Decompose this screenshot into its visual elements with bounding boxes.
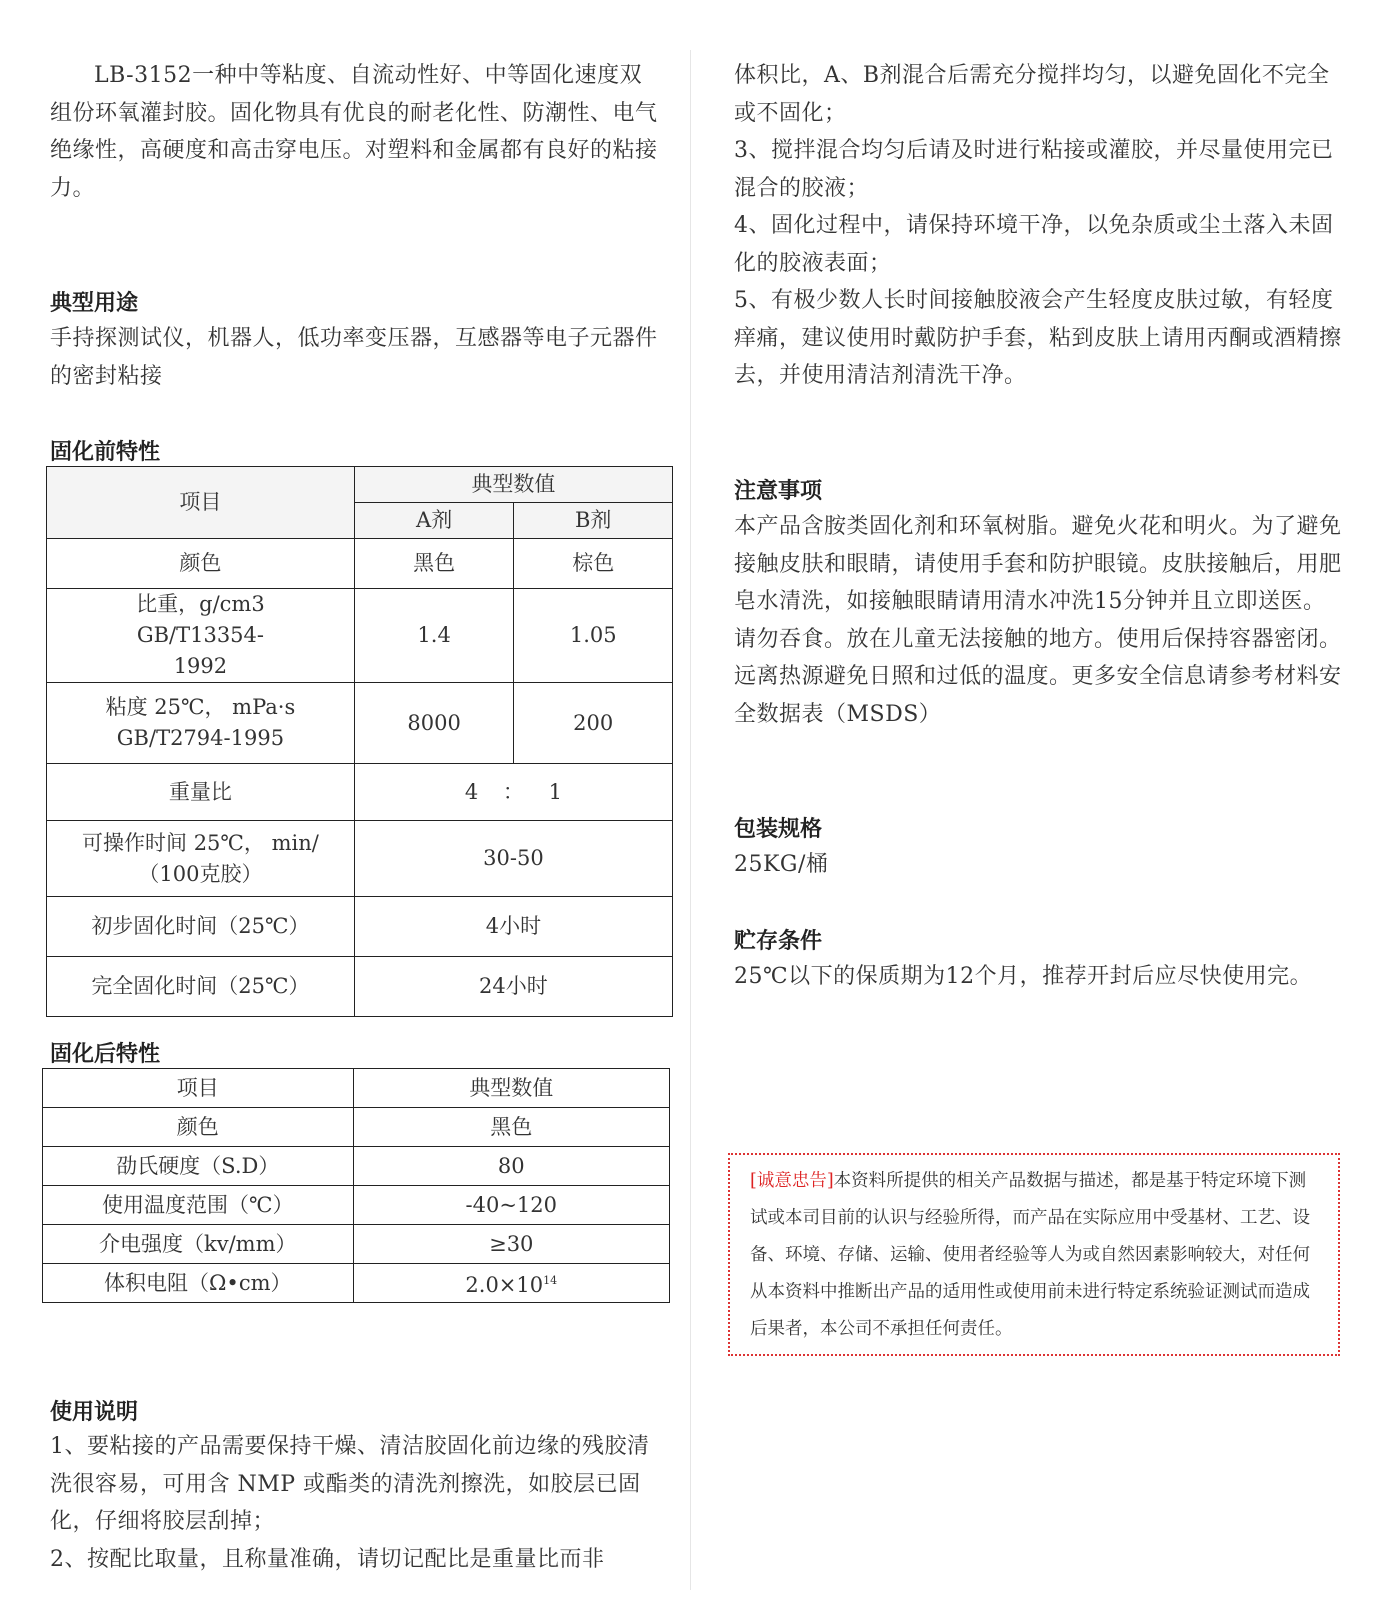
table-row <box>43 1264 670 1303</box>
post-cure-table <box>42 1068 670 1303</box>
cell-item: 颜色 <box>47 539 355 589</box>
cell-value: ≥30 <box>353 1225 669 1264</box>
pre-cure-head-a: A剂 <box>354 503 514 539</box>
post-cure-head-value: 典型数值 <box>353 1069 669 1108</box>
resistance-value: 2.0×10 <box>465 1273 544 1297</box>
cell-value: -40~120 <box>353 1186 669 1225</box>
column-divider <box>690 50 691 1590</box>
pre-cure-head-b: B剂 <box>514 503 673 539</box>
table-row <box>47 539 673 589</box>
instructions-text-left: 1、要粘接的产品需要保持干燥、清洁胶固化前边缘的残胶清洗很容易，可用含 NMP 或酯类的清洗剂擦洗，如胶层已固化，仔细将胶层刮掉； 2、按配比取量，且称量准确，请切记配比是重量比而非 <box>50 1434 650 1572</box>
cell-item: 介电强度（kv/mm） <box>43 1225 354 1264</box>
pre-cure-heading: 固化前特性 <box>50 440 161 465</box>
table-row <box>43 1225 670 1264</box>
pre-cure-head-value: 典型数值 <box>354 467 672 503</box>
table-row <box>47 957 673 1017</box>
instructions-text-right: 体积比，A、B剂混合后需充分搅拌均匀，以避免固化不完全或不固化； 3、搅拌混合均匀后请及时进行粘接或灌胶，并尽量使用完已混合的胶液； 4、固化过程中，请保持环境干净，以免杂质或尘土落入未固化的胶液表面； 5、有极少数人长时间接触胶液会产生轻度皮肤过敏，有轻度痒痛，建议使用时戴防护手套，粘到皮肤上请用丙酮或酒精擦去，并使用清洁剂清洗干净。 <box>734 63 1342 388</box>
table-row <box>47 821 673 897</box>
usage-text: 手持探测试仪，机器人，低功率变压器，互感器等电子元器件的密封粘接 <box>50 326 658 389</box>
table-row <box>47 683 673 764</box>
post-cure-head-item: 项目 <box>43 1069 354 1108</box>
cell-value: 24小时 <box>354 957 672 1017</box>
cell-item: 比重，g/cm3 GB/T13354-1992 <box>47 589 355 683</box>
post-cure-heading: 固化后特性 <box>50 1042 161 1067</box>
cell-item: 使用温度范围（℃） <box>43 1186 354 1225</box>
storage-heading: 贮存条件 <box>734 929 823 954</box>
table-row <box>43 1108 670 1147</box>
disclaimer-box <box>728 1153 1340 1356</box>
table-row <box>43 1186 670 1225</box>
usage-heading: 典型用途 <box>50 291 139 316</box>
table-row <box>47 589 673 683</box>
packaging-text: 25KG/桶 <box>734 852 829 877</box>
cell-a: 黑色 <box>354 539 514 589</box>
pre-cure-head-item: 项目 <box>47 467 355 539</box>
cell-b: 200 <box>514 683 673 764</box>
cell-item: 重量比 <box>47 764 355 821</box>
table-row <box>47 764 673 821</box>
cell-item: 体积电阻（Ω•cm） <box>43 1264 354 1303</box>
cell-value: 4小时 <box>354 897 672 957</box>
cell-value: 黑色 <box>353 1108 669 1147</box>
cell-value: 80 <box>353 1147 669 1186</box>
cell-b: 棕色 <box>514 539 673 589</box>
cell-item: 颜色 <box>43 1108 354 1147</box>
cell-item: 粘度 25℃， mPa·s GB/T2794-1995 <box>47 683 355 764</box>
cell-item: 劭氏硬度（S.D） <box>43 1147 354 1186</box>
cell-a: 1.4 <box>354 589 514 683</box>
disclaimer-body: 本资料所提供的相关产品数据与描述，都是基于特定环境下测试或本司目前的认识与经验所得，而产品在实际应用中受基材、工艺、设备、环境、存储、运输、使用者经验等人为或自然因素影响较大，对任何从本资料中推断出产品的适用性或使用前未进行特定系统验证测试而造成后果者，本公司不承担任何责任。 <box>750 1171 1310 1339</box>
intro-paragraph: LB-3152一种中等粘度、自流动性好、中等固化速度双组份环氧灌封胶。固化物具有优良的耐老化性、防潮性、电气绝缘性，高硬度和高击穿电压。对塑料和金属都有良好的粘接力。 <box>50 63 658 201</box>
disclaimer-text <box>750 1163 1318 1348</box>
table-row <box>43 1147 670 1186</box>
packaging-heading: 包装规格 <box>734 817 823 842</box>
cell-item: 可操作时间 25℃， min/（100克胶） <box>47 821 355 897</box>
resistance-exponent: 14 <box>543 1274 558 1287</box>
caution-text: 本产品含胺类固化剂和环氧树脂。避免火花和明火。为了避免接触皮肤和眼睛，请使用手套和防护眼镜。皮肤接触后，用肥皂水清洗，如接触眼睛请用清水冲洗15分钟并且立即送医。请勿吞食。放在儿童无法接触的地方。使用后保持容器密闭。远离热源避免日照和过低的温度。更多安全信息请参考材料安全数据表（MSDS） <box>734 514 1342 727</box>
pre-cure-table <box>46 466 673 1017</box>
cell-value <box>353 1264 669 1303</box>
cell-a: 8000 <box>354 683 514 764</box>
cell-item: 完全固化时间（25℃） <box>47 957 355 1017</box>
storage-text: 25℃以下的保质期为12个月，推荐开封后应尽快使用完。 <box>734 964 1313 989</box>
caution-heading: 注意事项 <box>734 479 823 504</box>
cell-value: 4 ： 1 <box>354 764 672 821</box>
disclaimer-tag: [诚意忠告] <box>750 1171 834 1191</box>
cell-item: 初步固化时间（25℃） <box>47 897 355 957</box>
instructions-heading: 使用说明 <box>50 1400 139 1425</box>
cell-value: 30-50 <box>354 821 672 897</box>
cell-b: 1.05 <box>514 589 673 683</box>
table-row <box>47 897 673 957</box>
